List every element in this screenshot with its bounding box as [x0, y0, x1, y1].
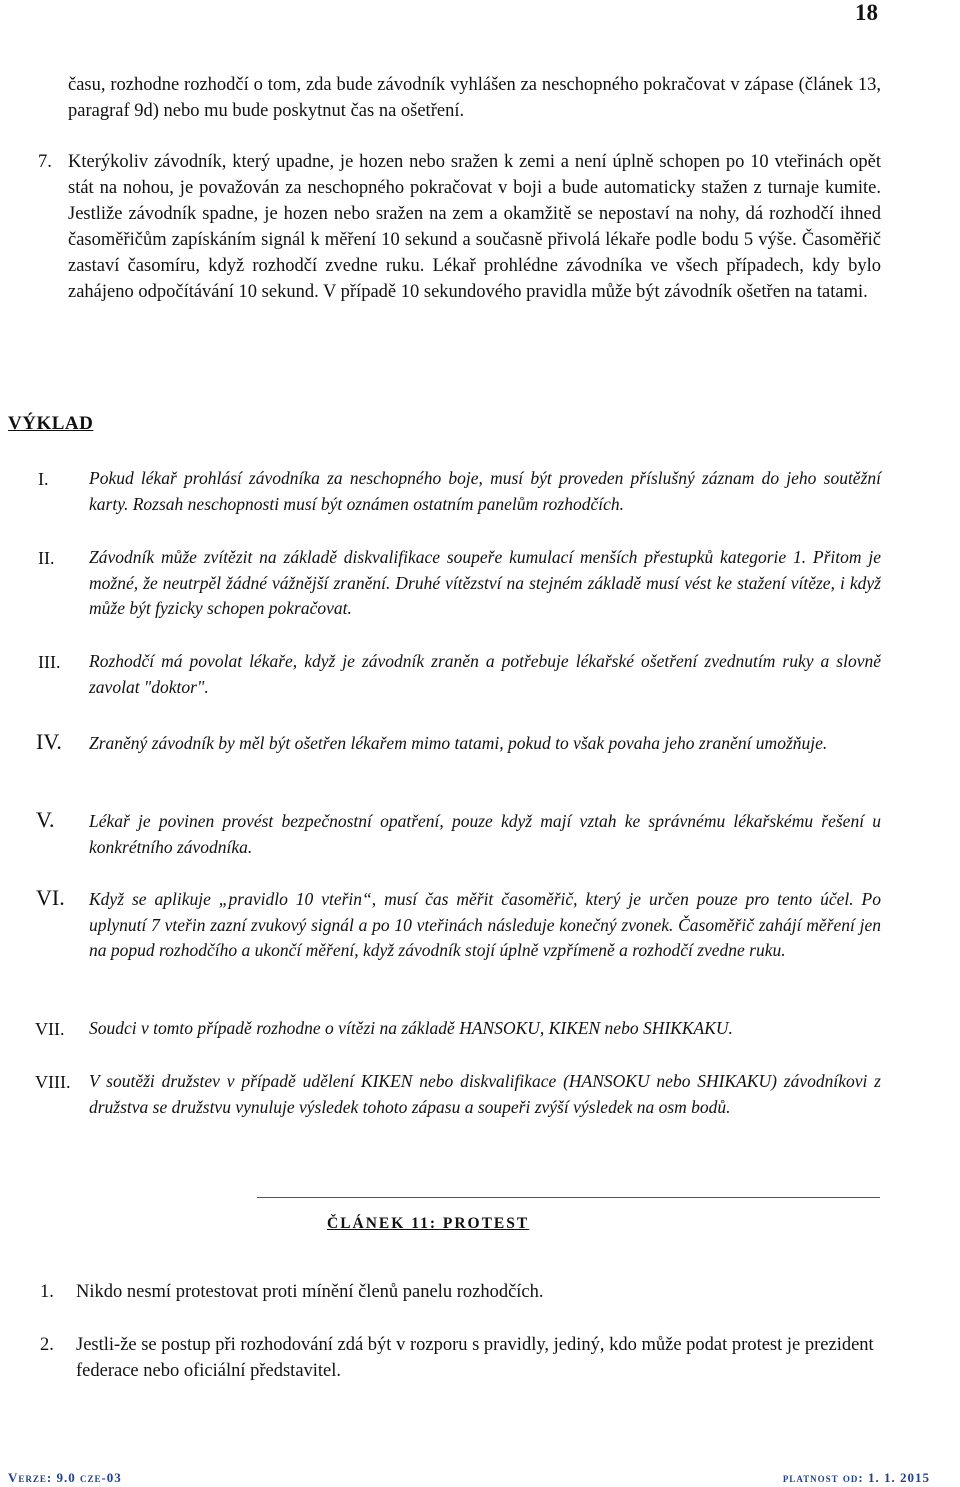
vyklad-item-text: Když se aplikuje „pravidlo 10 vteřin“, musí čas měřit časoměřič, který je určen pouze pro tento účel. Po uplynutí 7 vteřin zazní zvukový signál a po 10 vteřinách následuje konečný zvonek. Časoměřič zahájí měření jen na popud rozhodčího a ukončí měření, když závodník stojí úplně vzpřímeně a rozhodčí zvedne ruku. — [89, 889, 881, 960]
vyklad-numeral: V. — [36, 807, 55, 832]
footer-validity: platnost od: 1. 1. 2015 — [782, 1470, 930, 1485]
vyklad-numeral: IV. — [36, 729, 62, 754]
vyklad-numeral: VII. — [35, 1019, 65, 1039]
vyklad-item-text: Pokud lékař prohlásí závodníka za neschopného boje, musí být proveden příslušný záznam do jeho soutěžní karty. Rozsah neschopnosti musí být oznámen ostatním panelům rozhodčích. — [89, 468, 881, 514]
item-number: 7. — [38, 152, 52, 172]
article-item-number: 2. — [40, 1335, 54, 1355]
article-item-text: Jestli-že se postup při rozhodování zdá být v rozporu s pravidly, jediný, kdo může podat protest je prezident federace nebo oficiální představitel. — [76, 1335, 874, 1381]
article-item-number: 1. — [40, 1282, 54, 1302]
vyklad-item-text: Zraněný závodník by měl být ošetřen lékařem mimo tatami, pokud to však povaha jeho zranění umožňuje. — [89, 733, 828, 753]
vyklad-numeral: III. — [38, 652, 61, 672]
vyklad-numeral: I. — [38, 469, 49, 489]
article-item-text: Nikdo nesmí protestovat proti mínění členů panelu rozhodčích. — [76, 1282, 544, 1302]
section-heading-vyklad: VÝKLAD — [8, 413, 94, 434]
article-title: ČLÁNEK 11: PROTEST — [327, 1215, 530, 1232]
continuation-paragraph: času, rozhodne rozhodčí o tom, zda bude závodník vyhlášen za neschopného pokračovat v zápase (článek 13, paragraf 9d) nebo mu bude poskytnut čas na ošetření. — [68, 75, 881, 121]
vyklad-item-text: Lékař je povinen provést bezpečnostní opatření, pouze když mají vztah ke správnému lékařskému řešení u konkrétního závodníka. — [89, 811, 881, 857]
vyklad-item-text: Závodník může zvítězit na základě diskvalifikace soupeře kumulací menších přestupků kategorie 1. Přitom je možné, že neutrpěl žádné vážnější zranění. Druhé vítězství na stejném základě musí vést ke stažení vítěze, i když může být fyzicky schopen pokračovat. — [89, 547, 881, 618]
vyklad-numeral: II. — [38, 548, 55, 568]
footer-version: Verze: 9.0 cze-03 — [8, 1470, 122, 1485]
vyklad-item-text: Soudci v tomto případě rozhodne o vítězi na základě HANSOKU, KIKEN nebo SHIKKAKU. — [89, 1018, 733, 1038]
vyklad-item-text: V soutěži družstev v případě udělení KIKEN nebo diskvalifikace (HANSOKU nebo SHIKAKU) závodníkovi z družstva se družstvu vynuluje výsledek tohoto zápasu a soupeři zvýší výsledek na osm bodů. — [89, 1071, 881, 1117]
page-number: 18 — [855, 0, 878, 25]
section-divider — [257, 1197, 880, 1198]
vyklad-numeral: VI. — [36, 885, 65, 910]
item-text: Kterýkoliv závodník, který upadne, je hozen nebo sražen k zemi a není úplně schopen po 10 vteřinách opět stát na nohou, je považován za neschopného pokračovat v boji a bude automaticky stažen z turnaje kumite. Jestliže závodník spadne, je hozen nebo sražen na zem a okamžitě se nepostaví na nohy, dá rozhodčí ihned časoměřičům zapískáním signál k měření 10 sekund a současně přivolá lékaře podle bodu 5 výše. Časoměřič zastaví časomíru, když rozhodčí zvedne ruku. Lékař prohlédne závodníka ve všech případech, kdy bylo zahájeno odpočítávání 10 sekund. V případě 10 sekundového pravidla může být závodník ošetřen na tatami. — [68, 152, 881, 302]
vyklad-numeral: VIII. — [35, 1072, 71, 1092]
vyklad-item-text: Rozhodčí má povolat lékaře, když je závodník zraněn a potřebuje lékařské ošetření zvednutím ruky a slovně zavolat "doktor". — [89, 651, 881, 697]
